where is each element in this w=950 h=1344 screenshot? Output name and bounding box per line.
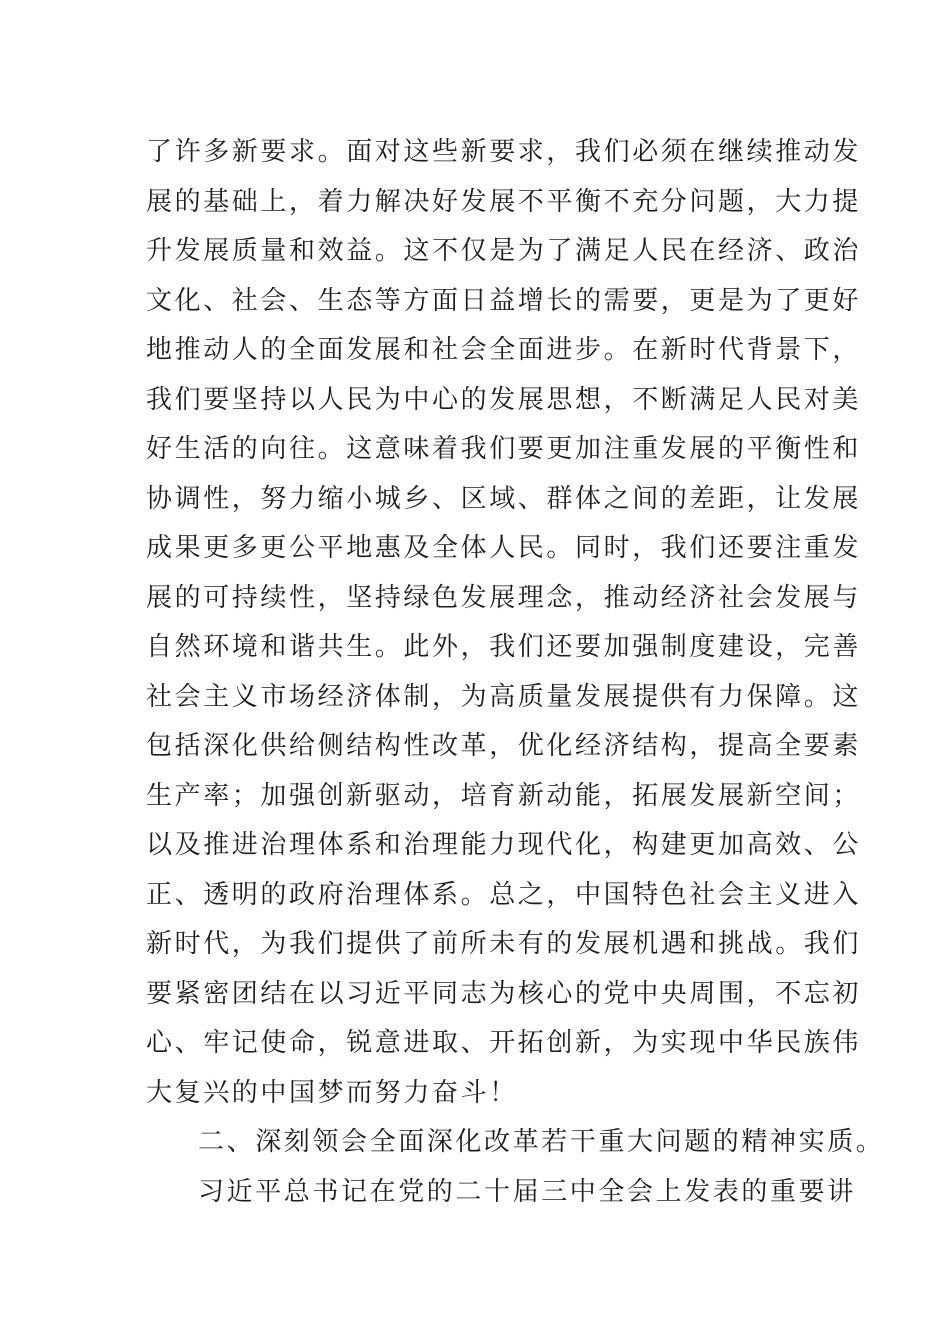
text-line: 正、透明的政府治理体系。总之，中国特色社会主义进入	[146, 879, 862, 910]
text-line: 自然环境和谐共生。此外，我们还要加强制度建设，完善	[146, 632, 862, 662]
text-line: 以及推进治理体系和治理能力现代化，构建更加高效、公	[146, 830, 862, 860]
text-line: 展的可持续性，坚持绿色发展理念，推动经济社会发展与	[146, 582, 862, 613]
text-line: 升发展质量和效益。这不仅是为了满足人民在经济、政治	[146, 236, 862, 266]
text-line: 地推动人的全面发展和社会全面进步。在新时代背景下，	[146, 335, 862, 365]
paragraph-start-line: 习近平总书记在党的二十届三中全会上发表的重要讲	[198, 1176, 856, 1207]
text-line: 成果更多更公平地惠及全体人民。同时，我们还要注重发	[146, 533, 862, 563]
text-line: 我们要坚持以人民为中心的发展思想，不断满足人民对美	[146, 384, 862, 415]
text-line: 文化、社会、生态等方面日益增长的需要，更是为了更好	[146, 285, 862, 316]
text-line: 协调性，努力缩小城乡、区域、群体之间的差距，让发展	[146, 483, 862, 514]
text-line: 社会主义市场经济体制，为高质量发展提供有力保障。这	[146, 681, 862, 712]
body-text	[146, 128, 885, 1217]
text-line: 好生活的向往。这意味着我们要更加注重发展的平衡性和	[146, 434, 862, 464]
text-line: 展的基础上，着力解决好发展不平衡不充分问题，大力提	[146, 186, 862, 217]
text-line: 心、牢记使命，锐意进取、开拓创新，为实现中华民族伟	[146, 1028, 862, 1058]
text-line: 包括深化供给侧结构性改革，优化经济结构，提高全要素	[146, 731, 862, 761]
text-line: 生产率；加强创新驱动，培育新动能，拓展发展新空间；	[146, 780, 862, 811]
text-line: 要紧密团结在以习近平同志为核心的党中央周围，不忘初	[146, 978, 862, 1009]
text-line: 大复兴的中国梦而努力奋斗！	[146, 1077, 518, 1108]
text-line: 新时代，为我们提供了前所未有的发展机遇和挑战。我们	[146, 929, 862, 959]
text-line: 了许多新要求。面对这些新要求，我们必须在继续推动发	[146, 137, 862, 167]
section-heading: 二、深刻领会全面深化改革若干重大问题的精神实质。	[198, 1127, 885, 1157]
